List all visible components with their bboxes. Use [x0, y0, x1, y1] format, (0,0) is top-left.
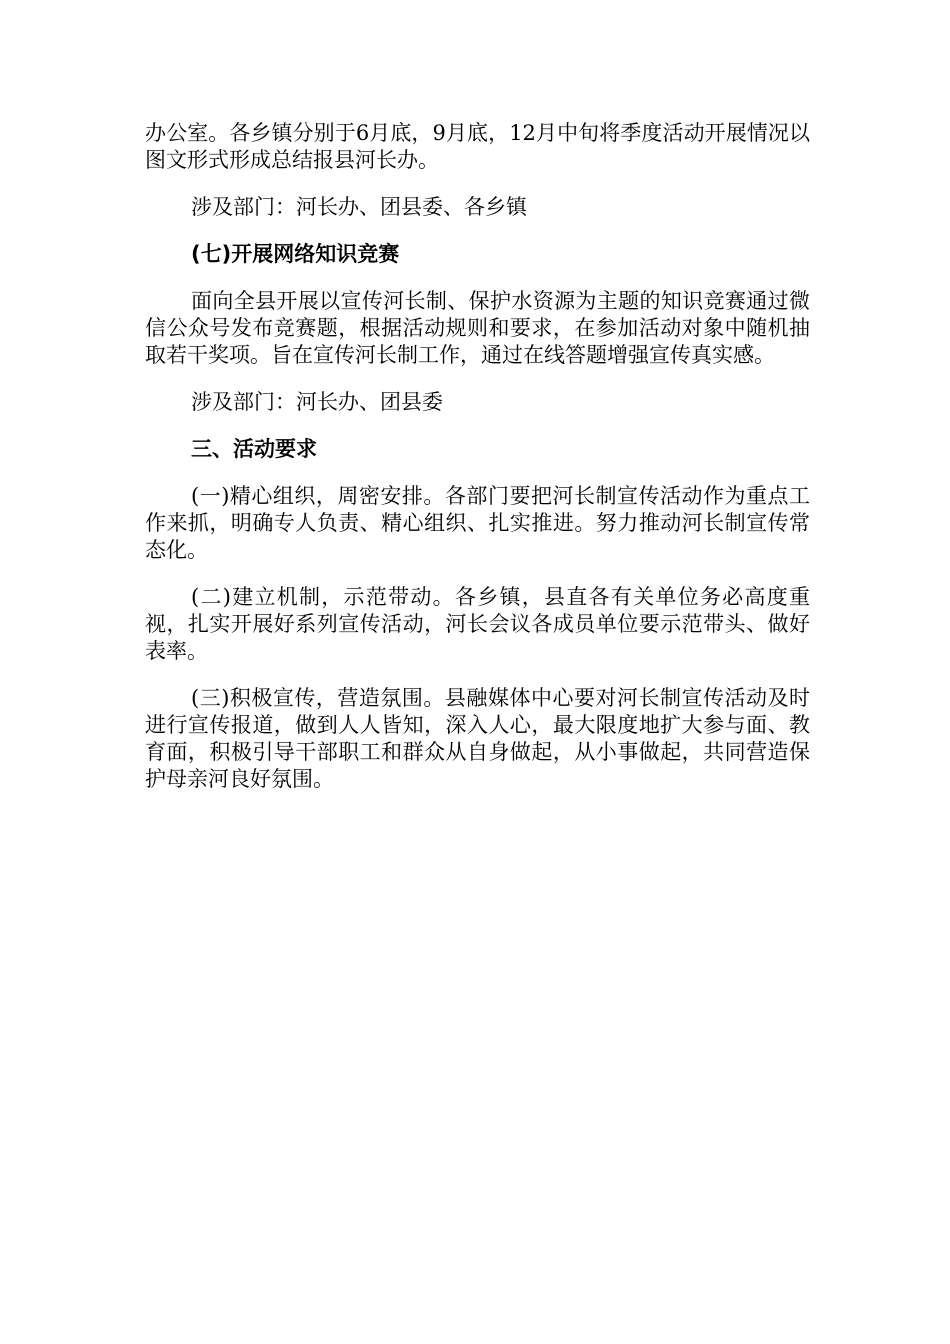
section-heading-requirements: 三、活动要求 [191, 437, 317, 461]
paragraph-online-quiz: 面向全县开展以宣传河长制、保护水资源为主题的知识竞赛通过微信公众号发布竞赛题，根据活动规则和要求，在参加活动对象中随机抽取若干奖项。旨在宣传河长制工作，通过在线答题增强宣传真实感。 [145, 289, 810, 367]
paragraph-requirement-3: (三)积极宣传，营造氛围。县融媒体中心要对河长制宣传活动及时进行宣传报道，做到人人皆知，深入人心，最大限度地扩大参与面、教育面，积极引导干部职工和群众从自身做起，从小事做起，共同营造保护母亲河良好氛围。 [145, 686, 810, 791]
spacer [145, 174, 810, 194]
paragraph-requirement-1: (一)精心组织，周密安排。各部门要把河长制宣传活动作为重点工作来抓，明确专人负责、精心组织、扎实推进。努力推动河长制宣传常态化。 [145, 484, 810, 562]
paragraph-continuation: 办公室。各乡镇分别于6月底，9月底，12月中旬将季度活动开展情况以图文形式形成总结报县河长办。 [145, 121, 810, 172]
paragraph-departments-2: 涉及部门：河长办、团县委 [191, 390, 443, 414]
document-page [145, 120, 810, 793]
spacer [145, 268, 810, 288]
spacer [145, 463, 810, 483]
spacer [145, 665, 810, 685]
spacer [145, 369, 810, 389]
paragraph-departments-1: 涉及部门：河长办、团县委、各乡镇 [191, 195, 527, 219]
spacer [145, 221, 810, 241]
paragraph-requirement-2: (二)建立机制，示范带动。各乡镇，县直各有关单位务必高度重视，扎实开展好系列宣传活动，河长会议各成员单位要示范带头、做好表率。 [145, 585, 810, 663]
section-heading-online-quiz: (七)开展网络知识竞赛 [191, 242, 400, 266]
spacer [145, 564, 810, 584]
spacer [145, 416, 810, 436]
